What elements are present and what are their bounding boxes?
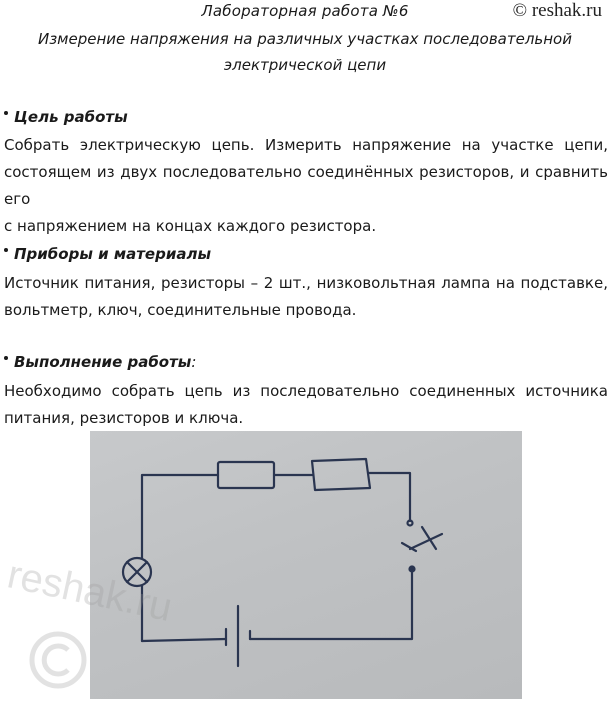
goal-line-2: состоящем из двух последовательно соединённых резисторов, и сравнить его	[4, 163, 608, 208]
bullet-icon	[4, 356, 8, 360]
bullet-icon	[4, 111, 8, 115]
watermark-text: reshak.ru	[3, 560, 176, 631]
lab-title: Лабораторная работа №6	[201, 2, 409, 20]
procedure-line-1: Необходимо собрать цепь из последовательно соединенных источника	[4, 382, 608, 400]
switch-lever-icon	[410, 534, 442, 549]
procedure-heading-text: Выполнение работы	[14, 353, 192, 371]
subtitle-line-1: Измерение напряжения на различных участках последовательной	[37, 30, 572, 48]
subtitle-line-2: электрической цепи	[223, 56, 387, 74]
equipment-paragraph	[4, 270, 608, 324]
resistor-2-icon	[312, 459, 370, 490]
goal-paragraph	[4, 132, 608, 240]
wire-right-bottom	[250, 571, 412, 639]
procedure-heading	[4, 353, 196, 371]
procedure-line-2: питания, резисторов и ключа.	[4, 409, 244, 427]
wire-top-left	[142, 475, 218, 558]
site-brand[interactable]: © reshak.ru	[512, 0, 602, 21]
resistor-1-icon	[218, 462, 274, 488]
procedure-heading-colon: :	[191, 353, 197, 371]
equipment-line-2: вольтметр, ключ, соединительные провода.	[4, 301, 357, 319]
wire-bottom-left	[142, 639, 226, 641]
equipment-heading	[4, 245, 211, 263]
circuit-diagram-photo	[90, 431, 522, 699]
goal-line-1: Собрать электрическую цепь. Измерить напряжение на участке цепи,	[4, 136, 608, 154]
bullet-icon	[4, 248, 8, 252]
copyright-c-icon	[44, 646, 68, 674]
copyright-circle-icon	[32, 634, 84, 686]
lamp-cross	[127, 562, 147, 582]
procedure-paragraph	[4, 378, 608, 432]
circuit-diagram	[90, 431, 522, 699]
switch-contact-top	[408, 521, 413, 526]
equipment-heading-text: Приборы и материалы	[14, 245, 212, 263]
equipment-line-1: Источник питания, резисторы – 2 шт., низковольтная лампа на подставке,	[4, 274, 608, 292]
goal-heading	[4, 108, 128, 126]
wire-top-right	[368, 473, 410, 521]
goal-line-3: с напряжением на концах каждого резистора.	[4, 217, 377, 235]
goal-heading-text: Цель работы	[14, 108, 128, 126]
